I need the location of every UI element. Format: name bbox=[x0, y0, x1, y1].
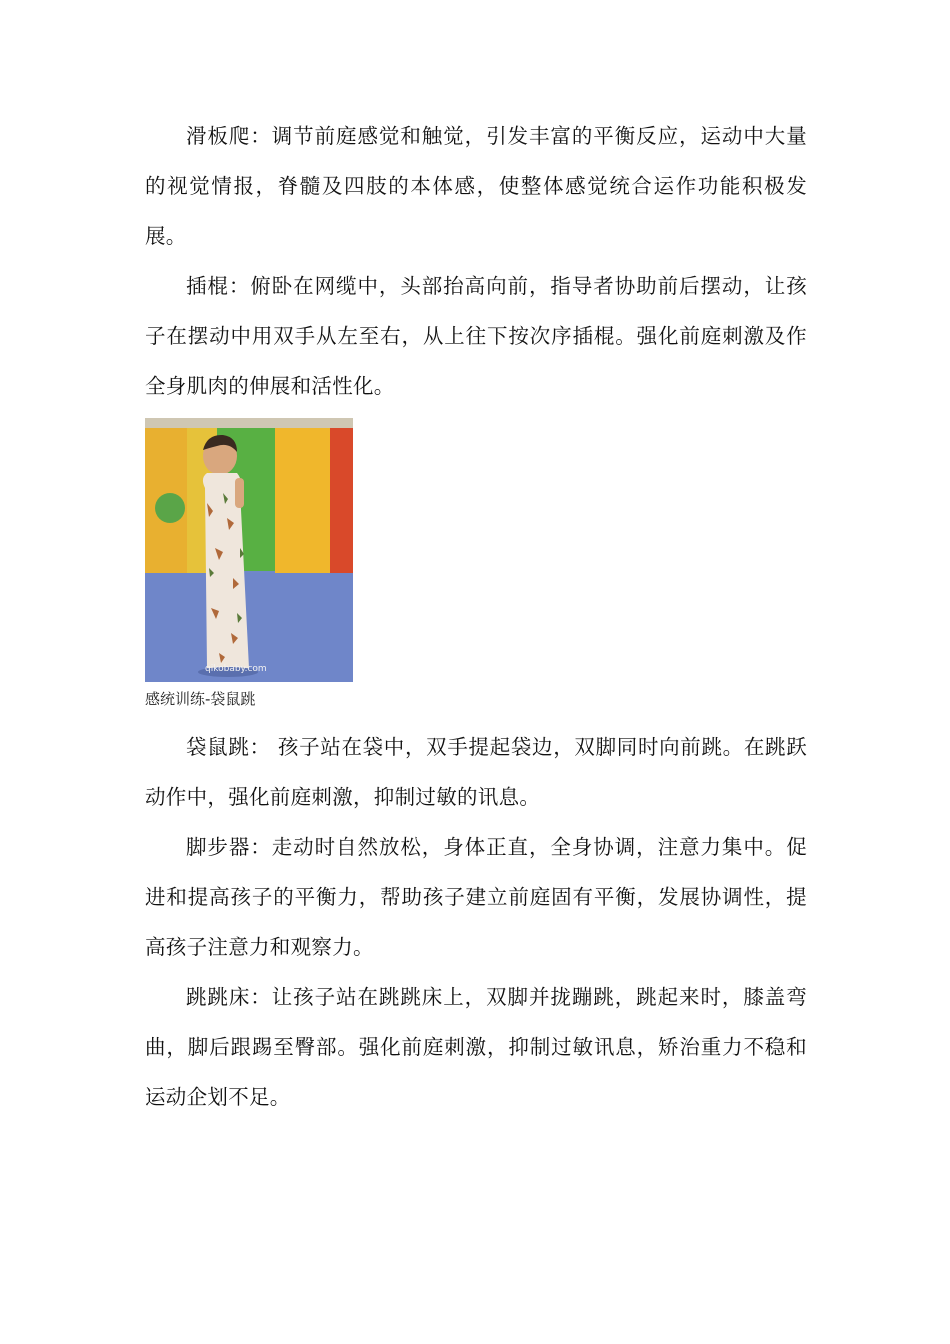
paragraph-sliding-board: 滑板爬：调节前庭感觉和触觉，引发丰富的平衡反应，运动中大量的视觉情报，脊髓及四肢的本体感，使整体感觉统合运作功能积极发展。 bbox=[145, 124, 807, 248]
photo-watermark: qikobaby.com bbox=[205, 664, 267, 674]
paragraph-kangaroo-jump: 袋鼠跳： 孩子站在袋中，双手提起袋边，双脚同时向前跳。在跳跃动作中，强化前庭刺激，抑制过敏的讯息。 bbox=[145, 735, 807, 809]
paragraph-stick-insert: 插棍：俯卧在网缆中，头部抬高向前，指导者协助前后摆动，让孩子在摆动中用双手从左至右，从上往下按次序插棍。强化前庭刺激及作全身肌肉的伸展和活性化。 bbox=[145, 274, 807, 398]
paragraph-trampoline: 跳跳床：让孩子站在跳跳床上，双脚并拢蹦跳，跳起来时，膝盖弯曲，脚后跟踢至臀部。强化前庭刺激，抑制过敏讯息，矫治重力不稳和运动企划不足。 bbox=[145, 985, 807, 1109]
figure-caption: 感统训练-袋鼠跳 bbox=[145, 690, 256, 708]
kangaroo-jump-photo bbox=[145, 418, 353, 682]
paragraph-step-device: 脚步器：走动时自然放松，身体正直，全身协调，注意力集中。促进和提高孩子的平衡力，帮助孩子建立前庭固有平衡，发展协调性，提高孩子注意力和观察力。 bbox=[145, 835, 807, 959]
